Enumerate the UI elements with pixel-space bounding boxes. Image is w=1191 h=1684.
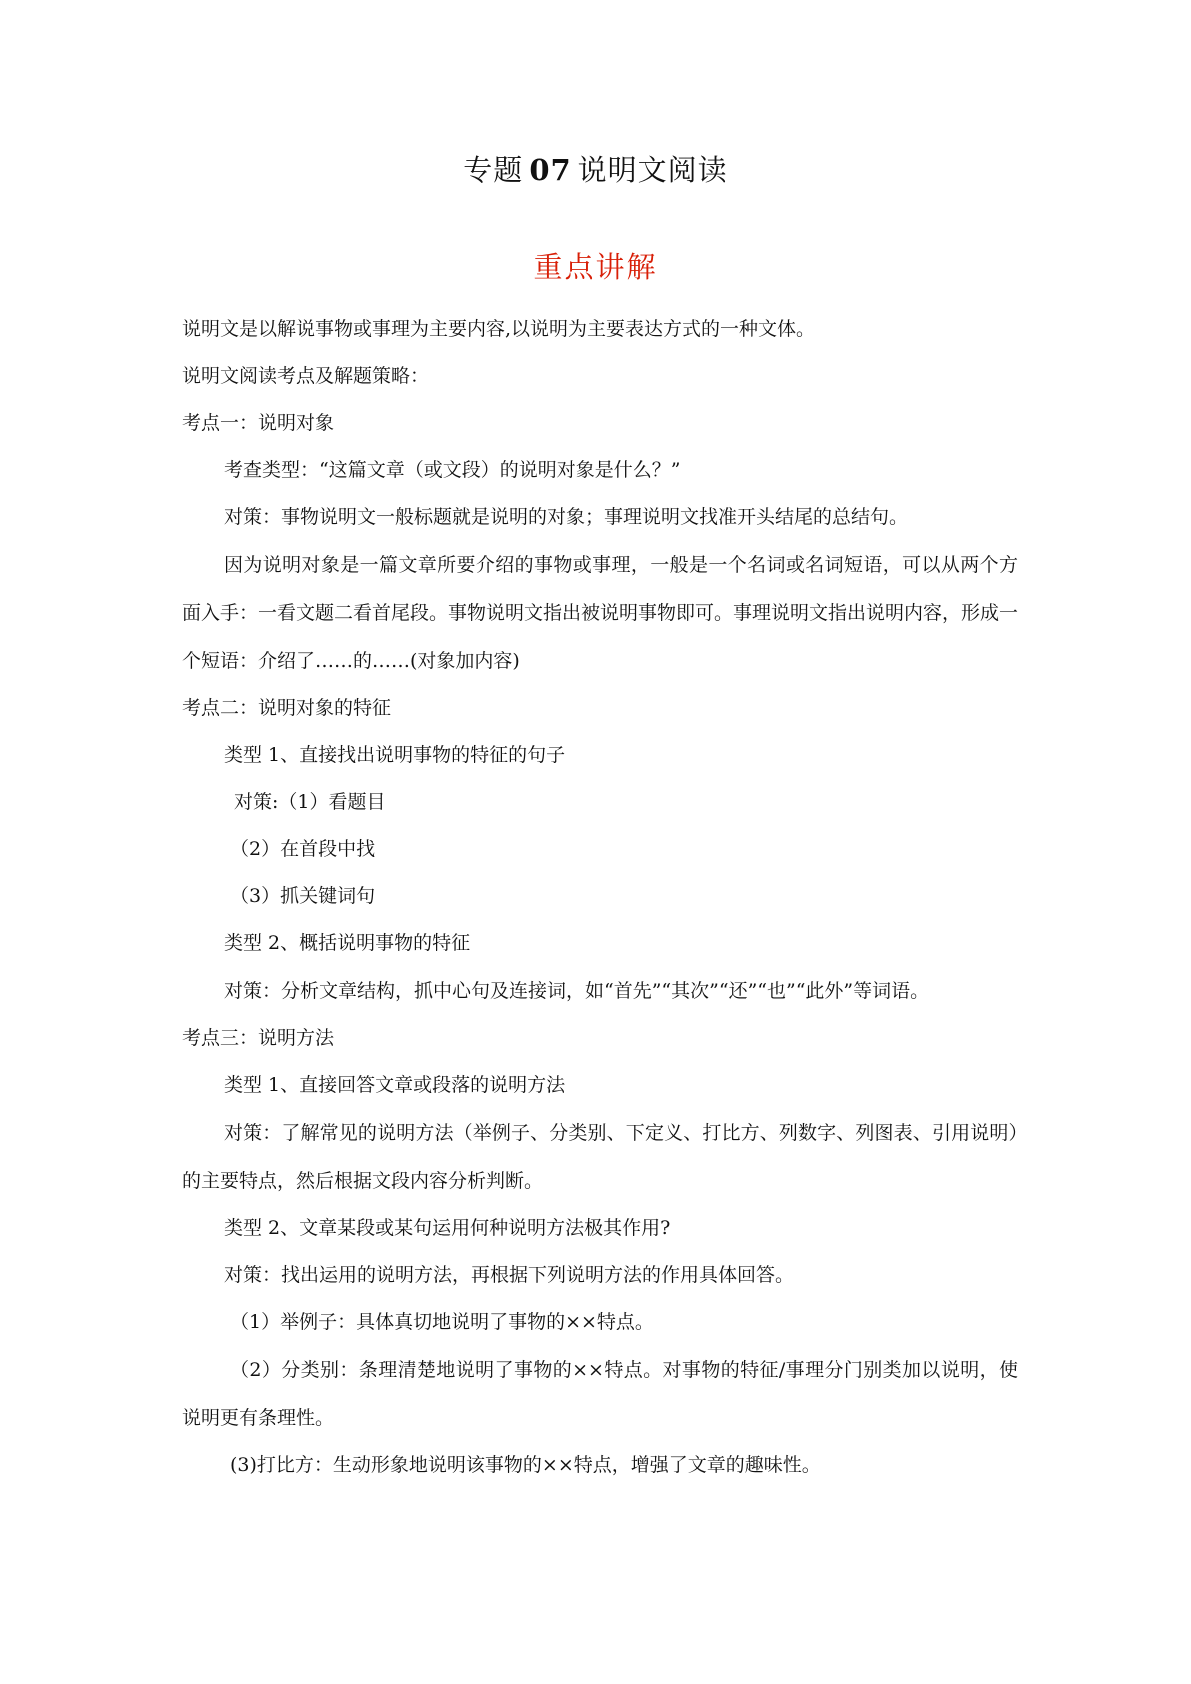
section-heading: 重点讲解 xyxy=(533,250,658,284)
point-3-type-2: 类型 2、文章某段或某句运用何种说明方法极其作用? xyxy=(224,1217,671,1239)
point-3-type-1-strategy: 对策：了解常见的说明方法（举例子、分类别、下定义、打比方、列数字、列图表、引用说明）的主要特点，然后根据文段内容分析判断。 xyxy=(182,1122,1018,1192)
method-metaphor: (3)打比方：生动形象地说明该事物的××特点，增强了文章的趣味性。 xyxy=(230,1454,821,1476)
point-3-heading: 考点三：说明方法 xyxy=(182,1027,335,1049)
point-1-strategy: 对策：事物说明文一般标题就是说明的对象；事理说明文找准开头结尾的总结句。 xyxy=(224,506,909,528)
point-2-heading: 考点二：说明对象的特征 xyxy=(182,697,392,719)
page-title xyxy=(0,150,1191,190)
point-2-type-2-strategy: 对策：分析文章结构，抓中心句及连接词，如“首先”“其次”“还”“也”“此外”等词语。 xyxy=(224,980,930,1002)
method-example: （1）举例子：具体真切地说明了事物的××特点。 xyxy=(230,1311,654,1333)
point-2-strategy-1: 对策:（1）看题目 xyxy=(234,791,386,813)
paragraph-intro: 说明文是以解说事物或事理为主要内容,以说明为主要表达方式的一种文体。 xyxy=(182,318,816,340)
point-3-type-2-strategy: 对策：找出运用的说明方法，再根据下列说明方法的作用具体回答。 xyxy=(224,1264,795,1286)
paragraph-strategy-heading: 说明文阅读考点及解题策略： xyxy=(182,365,430,387)
document-body xyxy=(182,318,1018,1501)
point-1-type: 考查类型：“这篇文章（或文段）的说明对象是什么？” xyxy=(224,459,681,481)
title-prefix: 专题 xyxy=(463,153,524,187)
title-number: 07 xyxy=(529,153,572,187)
title-rest: 说明文阅读 xyxy=(577,153,728,187)
point-2-strategy-2: （2）在首段中找 xyxy=(230,838,376,860)
point-2-type-2: 类型 2、概括说明事物的特征 xyxy=(224,932,471,954)
method-classification: （2）分类别：条理清楚地说明了事物的××特点。对事物的特征/事理分门别类加以说明，使说明更有条理性。 xyxy=(182,1359,1018,1429)
point-3-type-1: 类型 1、直接回答文章或段落的说明方法 xyxy=(224,1074,566,1096)
point-2-strategy-3: （3）抓关键词句 xyxy=(230,885,376,907)
point-1-heading: 考点一：说明对象 xyxy=(182,412,335,434)
point-1-explanation: 因为说明对象是一篇文章所要介绍的事物或事理，一般是一个名词或名词短语，可以从两个方面入手：一看文题二看首尾段。事物说明文指出被说明事物即可。事理说明文指出说明内容，形成一个短语：介绍了……的……(对象加内容) xyxy=(182,554,1019,672)
point-2-type-1: 类型 1、直接找出说明事物的特征的句子 xyxy=(224,744,566,766)
